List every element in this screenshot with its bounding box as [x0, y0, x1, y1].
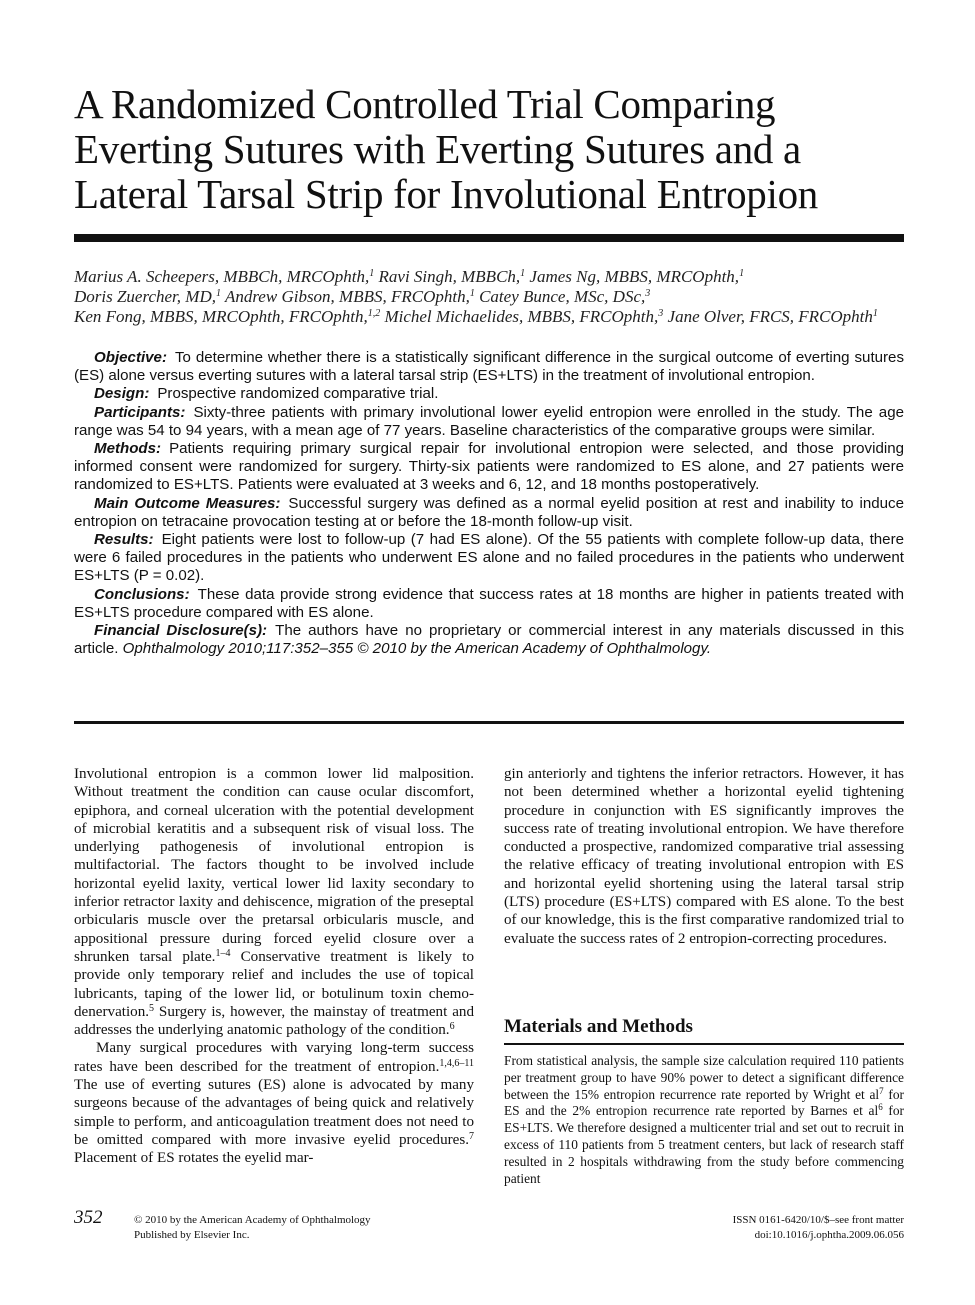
abstract-text: Successful surgery was defined as a normal eyelid position at rest and inability to induce entropion on tetracaine provocation testing at or before the 18-month follow-up visit. [74, 494, 904, 530]
copyright-text: © 2010 by the American Academy of Ophthalmology [134, 1214, 371, 1226]
reference-marker: 1,4,6–11 [439, 1057, 474, 1069]
abstract-objective [74, 349, 904, 385]
body-text: From statistical analysis, the sample size calculation required 110 patients per treatment group to have 90% power to detect a significant difference between the 15% entropion recurrence rate reported by Wright et al [504, 1053, 904, 1102]
author-affiliation: 1,2 [367, 308, 381, 319]
reference-marker: 6 [878, 1102, 883, 1113]
abstract-text: Sixty-three patients with primary involutional lower eyelid entropion were enrolled in the study. The age range was 54 to 94 years, with a mean age of 77 years. Baseline characteristics of the comparative groups were similar. [74, 403, 904, 439]
footer-identifiers [733, 1213, 904, 1243]
body-paragraph [74, 765, 474, 1039]
abstract-disclosure [74, 622, 904, 658]
author-line [74, 287, 914, 307]
author-affiliation: 1 [520, 268, 526, 279]
body-text: Surgery is, however, the mainstay of treatment and addresses the underlying anatomic pathology of the condition. [74, 1003, 474, 1039]
body-text: for ES+LTS. We therefore designed a multicenter trial and set out to recruit in excess of 110 patients from 5 treatment centers, but lack of research staff resulted in 2 hospitals withdrawing from the study before commencing patient [504, 1103, 904, 1186]
author-name: Jane Olver, FRCS, FRCOphth [667, 307, 873, 326]
abstract-text: These data provide strong evidence that success rates at 18 months are higher in patients treated with ES+LTS procedure compared with ES alone. [74, 585, 904, 621]
title-divider [74, 234, 904, 242]
abstract-label: Financial Disclosure(s): [94, 622, 268, 640]
abstract-label: Design: [94, 385, 150, 403]
article-title [74, 82, 914, 217]
footer-copyright [134, 1213, 371, 1243]
page-number: 352 [74, 1207, 103, 1228]
author-name: Andrew Gibson, MBBS, FRCOphth, [224, 287, 470, 306]
author-name: James Ng, MBBS, MRCOphth, [529, 267, 740, 286]
body-column-left [74, 765, 474, 1168]
body-text: Many surgical procedures with varying long-term success rates have been described for the treatment of entropion. [74, 1040, 474, 1075]
abstract-label: Objective: [94, 349, 167, 366]
author-line [74, 307, 914, 327]
author-affiliation: 3 [658, 308, 664, 319]
abstract-outcome-measures [74, 495, 904, 531]
section-divider [504, 1043, 904, 1045]
title-line: Everting Sutures with Everting Sutures and a [74, 126, 801, 172]
issn-text: ISSN 0161-6420/10/$–see front matter [732, 1214, 904, 1226]
abstract-label: Methods: [94, 440, 162, 458]
author-affiliation: 1 [739, 268, 745, 279]
body-text: The use of everting sutures (ES) alone is advocated by many surgeons because of the advantages of being quick and relatively simple to perform, and anticoagulation treatment does not need to be omitted compared with more invasive eyelid procedures. [74, 1077, 474, 1148]
body-paragraph: gin anteriorly and tightens the inferior retractors. However, it has not been determined whether a horizontal eyelid tightening procedure in conjunction with ES significantly improves the success rate of treating involutional entropion. We have therefore conducted a prospective, randomized comparative trial assessing the relative efficacy of treating involutional entropion with ES and horizontal eyelid shortening using the lateral tarsal strip (LTS) procedure (ES+LTS) compared with ES alone. To the best of our knowledge, this is the first comparative randomized trial to evaluate the success rates of 2 entropion-correcting procedures. [504, 766, 904, 947]
methods-column [504, 1053, 904, 1187]
body-text: Conservative treatment is likely to provide only temporary relief and includes the use of topical lubricants, taping of the lower lid, or botulinum toxin chemo-denervation. [74, 948, 474, 1020]
author-name: Catey Bunce, MSc, DSc, [479, 287, 646, 306]
abstract-design [74, 385, 904, 403]
author-name: Ravi Singh, MBBCh, [378, 267, 521, 286]
abstract-label: Participants: [94, 403, 186, 421]
body-text: for ES and the 2% entropion recurrence rate reported by Barnes et al [504, 1086, 904, 1119]
author-list [74, 267, 914, 327]
reference-marker: 6 [449, 1021, 455, 1033]
abstract-conclusions [74, 586, 904, 622]
title-line: A Randomized Controlled Trial Comparing [74, 81, 776, 127]
abstract-text: Patients requiring primary surgical repair for involutional entropion were selected, and those providing informed consent were randomized for surgery. Thirty-six patients were randomized to ES alone, and 27 patients were randomized to ES+LTS. Patients were evaluated at 3 weeks and 6, 12, and 18 months postoperatively. [74, 440, 904, 494]
abstract-text: Prospective randomized comparative trial. [157, 385, 439, 403]
reference-marker: 5 [149, 1002, 155, 1014]
title-line: Lateral Tarsal Strip for Involutional Entropion [74, 171, 819, 217]
author-affiliation: 3 [645, 288, 651, 299]
author-name: Michel Michaelides, MBBS, FRCOphth, [384, 307, 659, 326]
author-affiliation: 1 [215, 288, 221, 299]
reference-marker: 7 [879, 1085, 884, 1096]
abstract-divider [74, 721, 904, 724]
journal-citation: Ophthalmology 2010;117:352–355 © 2010 by the American Academy of Ophthalmology. [122, 640, 712, 658]
author-name: Ken Fong, MBBS, MRCOphth, FRCOphth, [74, 307, 368, 326]
body-column-right [504, 765, 904, 948]
section-heading: Materials and Methods [504, 1016, 693, 1037]
author-affiliation: 1 [872, 308, 878, 319]
author-affiliation: 1 [469, 288, 475, 299]
author-line [74, 267, 914, 287]
publisher-text: Published by Elsevier Inc. [134, 1229, 250, 1241]
abstract-results [74, 531, 904, 586]
author-affiliation: 1 [369, 268, 375, 279]
abstract-text: The authors have no proprietary or commercial interest in any materials discussed in this article. [74, 622, 904, 658]
abstract-text: Eight patients were lost to follow-up (7 had ES alone). Of the 55 patients with complete follow-up data, there were 6 failed procedures in the patients who underwent ES alone and no failed procedures in the patients who underwent ES+LTS (P = 0.02). [74, 531, 904, 585]
reference-marker: 7 [469, 1130, 474, 1142]
abstract [74, 349, 904, 658]
doi-text: doi:10.1016/j.ophtha.2009.06.056 [754, 1229, 904, 1241]
author-name: Marius A. Scheepers, MBBCh, MRCOphth, [74, 267, 370, 286]
abstract-label: Main Outcome Measures: [94, 494, 281, 512]
body-text: Involutional entropion is a common lower lid malposition. Without treatment the condition can cause ocular discomfort, epiphora, and corneal ulceration with the potential development of microbial keratitis and a subsequent risk of visual loss. The underlying pathogenesis of involutional entropion is multifactorial. The factors thought to be involved include horizontal eyelid laxity, vertical lower lid laxity secondary to inferior retractor laxity and dehiscence, migration of the preseptal orbicularis muscle over the pretarsal orbicularis muscle, and appositional pressure during forced eyelid closure over a shrunken tarsal plate. [74, 766, 474, 965]
abstract-participants [74, 404, 904, 440]
body-text: Placement of ES rotates the eyelid mar- [74, 1150, 314, 1167]
abstract-label: Results: [94, 531, 154, 549]
body-paragraph [504, 1053, 904, 1187]
author-name: Doris Zuercher, MD, [74, 287, 216, 306]
reference-marker: 1–4 [215, 947, 231, 959]
body-paragraph [74, 1039, 474, 1167]
abstract-methods [74, 440, 904, 495]
abstract-label: Conclusions: [94, 585, 190, 603]
abstract-text: To determine whether there is a statistically significant difference in the surgical outcome of everting sutures (ES) alone versus everting sutures with a lateral tarsal strip (ES+LTS) in the treatment of involutional entropion. [74, 349, 904, 385]
